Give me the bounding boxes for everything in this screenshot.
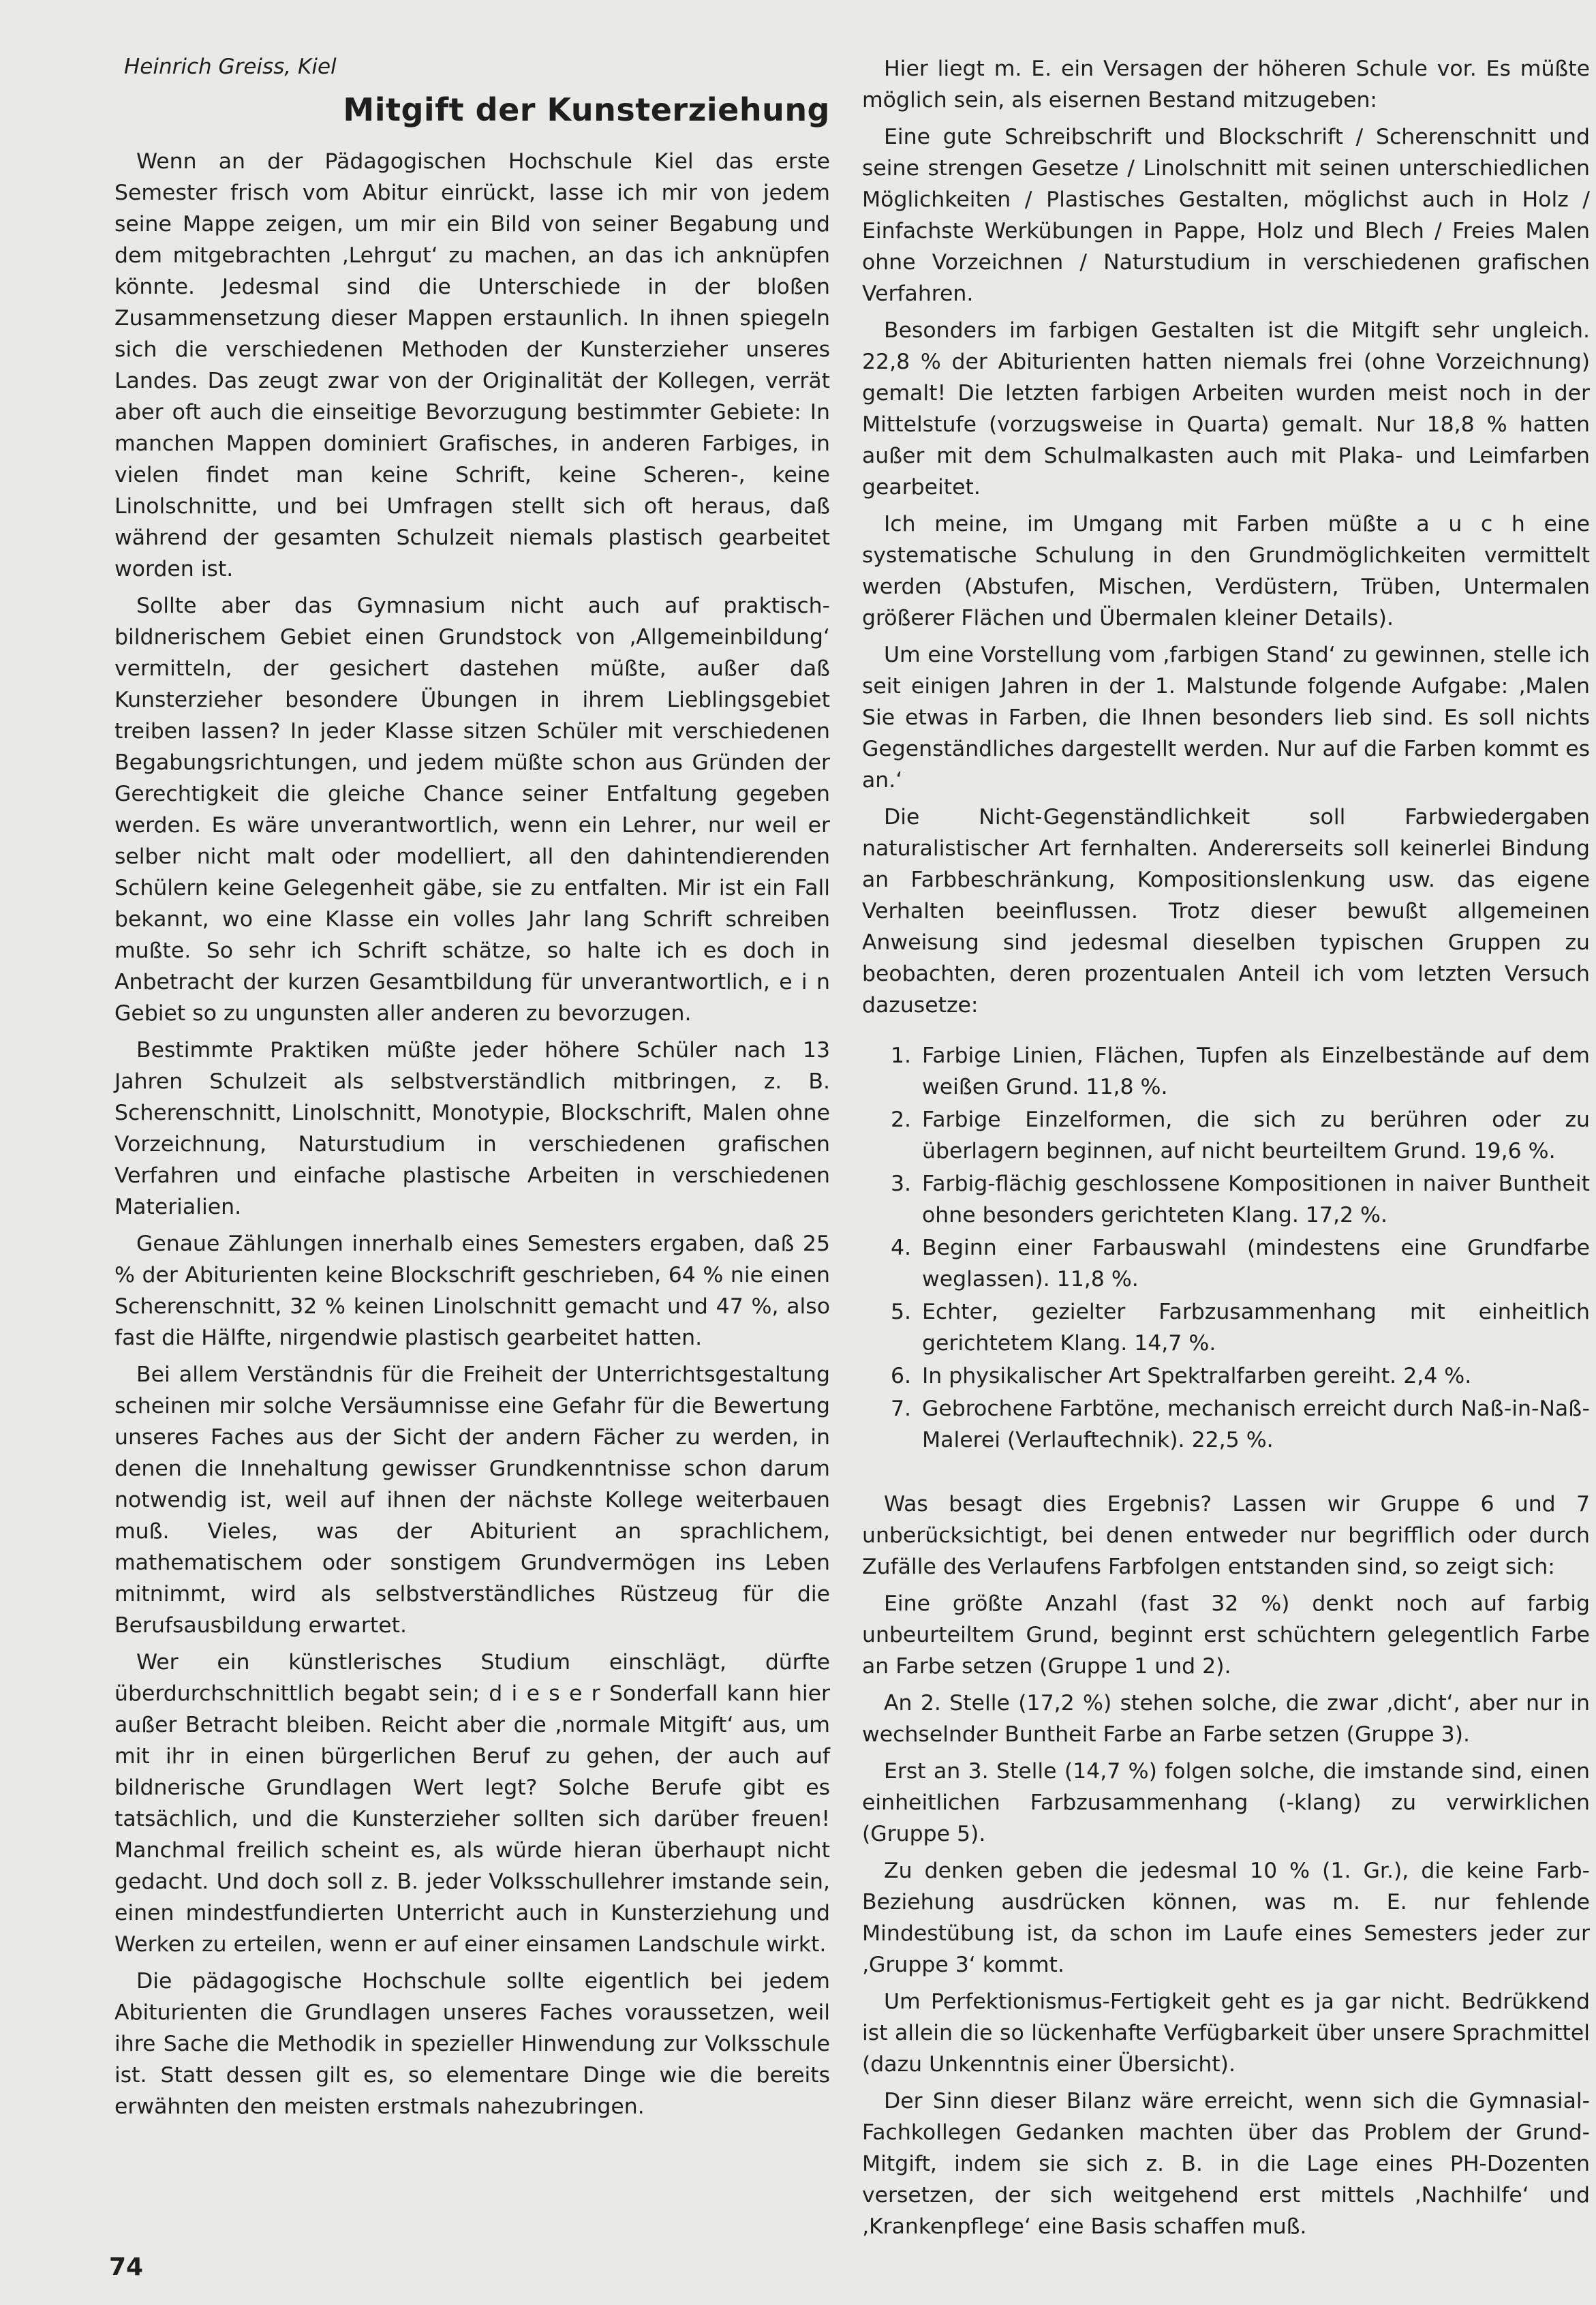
- paragraph: Besonders im farbigen Gestalten ist die Mitgift sehr ungleich. 22,8 % der Abiturienten hatten niemals frei (ohne Vorzeichnung) gemalt! Die letzten farbigen Arbeiten wurden meist noch in der Mittelstufe (vorzugsweise in Quarta) gemalt. Nur 18,8 % hatten außer mit dem Schulmalkasten auch mit Plaka- und Leimfarben gearbeitet.: [862, 318, 1590, 500]
- list-item-number: 4.: [891, 1236, 912, 1260]
- list-item: [862, 1168, 1590, 1231]
- paragraph: Was besagt dies Ergebnis? Lassen wir Gruppe 6 und 7 unberücksichtigt, bei denen entweder nur begrifflich oder durch Zufälle des Verlaufens Farbfolgen entstanden sind, so zeigt sich:: [862, 1492, 1590, 1579]
- list-item-number: 5.: [891, 1300, 912, 1324]
- list-item: [862, 1360, 1590, 1392]
- list-item: [862, 1040, 1590, 1103]
- group-list: [862, 1040, 1590, 1456]
- list-item-text: Echter, gezielter Farbzusammenhang mit einheitlich gerichtetem Klang. 14,7 %.: [922, 1300, 1590, 1356]
- paragraph: Um eine Vorstellung vom ‚farbigen Stand‘ zu gewinnen, stelle ich seit einigen Jahren in der 1. Malstunde folgende Aufgabe: ‚Malen Sie etwas in Farben, die Ihnen besonders lieb sind. Es soll nichts Gegenständliches dargestellt werden. Nur auf die Farben kommt es an.‘: [862, 643, 1590, 793]
- list-item: [862, 1104, 1590, 1167]
- paragraph: Bestimmte Praktiken müßte jeder höhere Schüler nach 13 Jahren Schulzeit als selbstverständlich mitbringen, z. B. Scherenschnitt, Linolschnitt, Monotypie, Blockschrift, Malen ohne Vorzeichnung, Naturstudium in verschiedenen grafischen Verfahren und einfache plastische Arbeiten in verschiedenen Materialien.: [114, 1038, 830, 1219]
- list-item: [862, 1296, 1590, 1359]
- paragraph: Bei allem Verständnis für die Freiheit der Unterrichtsgestaltung scheinen mir solche Versäumnisse eine Gefahr für die Bewertung unseres Faches aus der Sicht der andern Fächer zu werden, in denen die Innehaltung gewisser Grundkenntnisse schon darum notwendig ist, weil auf ihnen der nächste Kollege weiterbauen muß. Vieles, was der Abiturient an sprachlichem, mathematischem oder sonstigem Grundvermögen ins Leben mitnimmt, wird als selbstverständliches Rüstzeug für die Berufsausbildung erwartet.: [114, 1362, 830, 1638]
- paragraph: Der Sinn dieser Bilanz wäre erreicht, wenn sich die Gymnasial-Fachkollegen Gedanken machten über das Problem der Grund-Mitgift, indem sie sich z. B. in die Lage eines PH-Dozenten versetzen, der sich weitgehend erst mittels ‚Nachhilfe‘ und ‚Krankenpflege‘ eine Basis schaffen muß.: [862, 2089, 1590, 2239]
- list-item-number: 3.: [891, 1172, 912, 1196]
- author-line: Heinrich Greiss, Kiel: [124, 55, 337, 79]
- right-column: [862, 53, 1590, 2248]
- list-item-text: Gebrochene Farbtöne, mechanisch erreicht durch Naß-in-Naß-Malerei (Verlauftechnik). 22,5 %.: [922, 1396, 1590, 1452]
- paragraph: Zu denken geben die jedesmal 10 % (1. Gr.), die keine Farb-Beziehung ausdrücken können, was m. E. nur fehlende Mindestübung ist, da schon im Laufe eines Semesters jeder zur ‚Gruppe 3‘ kommt.: [862, 1859, 1590, 1977]
- paragraph: Ich meine, im Umgang mit Farben müßte a u c h eine systematische Schulung in den Grundmöglichkeiten vermittelt werden (Abstufen, Mischen, Verdüstern, Trüben, Untermalen größerer Flächen und Übermalen kleiner Details).: [862, 512, 1590, 630]
- list-item-number: 6.: [891, 1364, 912, 1388]
- list-item-number: 2.: [891, 1108, 912, 1132]
- paragraph: Wenn an der Pädagogischen Hochschule Kiel das erste Semester frisch vom Abitur einrückt, lasse ich mir von jedem seine Mappe zeigen, um mir ein Bild von seiner Begabung und dem mitgebrachten ‚Lehrgut‘ zu machen, an das ich anknüpfen könnte. Jedesmal sind die Unterschiede in der bloßen Zusammensetzung dieser Mappen erstaunlich. In ihnen spiegeln sich die verschiedenen Methoden der Kunsterzieher unseres Landes. Das zeugt zwar von der Originalität der Kollegen, verrät aber oft auch die einseitige Bevorzugung bestimmter Gebiete: In manchen Mappen dominiert Grafisches, in anderen Farbiges, in vielen findet man keine Schrift, keine Scheren-, keine Linolschnitte, und bei Umfragen stellt sich oft heraus, daß während der gesamten Schulzeit niemals plastisch gearbeitet worden ist.: [114, 149, 830, 581]
- paragraph: Die Nicht-Gegenständlichkeit soll Farbwiedergaben naturalistischer Art fernhalten. Andererseits soll keinerlei Bindung an Farbbeschränkung, Kompositionslenkung usw. das eigene Verhalten beeinflussen. Trotz dieser bewußt allgemeinen Anweisung sind jedesmal dieselben typischen Gruppen zu beobachten, deren prozentualen Anteil ich vom letzten Versuch dazusetze:: [862, 805, 1590, 1018]
- paragraph: Hier liegt m. E. ein Versagen der höheren Schule vor. Es müßte möglich sein, als eisernen Bestand mitzugeben:: [862, 57, 1590, 112]
- list-item-text: Farbige Linien, Flächen, Tupfen als Einzelbestände auf dem weißen Grund. 11,8 %.: [922, 1043, 1590, 1099]
- paragraph: Eine gute Schreibschrift und Blockschrift / Scherenschnitt und seine strengen Gesetze / Linolschnitt mit seinen unterschiedlichen Möglichkeiten / Plastisches Gestalten, möglichst auch in Holz / Einfachste Werkübungen in Pappe, Holz und Blech / Freies Malen ohne Vorzeichnen / Naturstudium in verschiedenen grafischen Verfahren.: [862, 125, 1590, 306]
- paragraph: Erst an 3. Stelle (14,7 %) folgen solche, die imstande sind, einen einheitlichen Farbzusammenhang (-klang) zu verwirklichen (Gruppe 5).: [862, 1759, 1590, 1846]
- list-item: [862, 1232, 1590, 1295]
- paragraph: An 2. Stelle (17,2 %) stehen solche, die zwar ‚dicht‘, aber nur in wechselnder Buntheit Farbe an Farbe setzen (Gruppe 3).: [862, 1691, 1590, 1747]
- paragraph: Eine größte Anzahl (fast 32 %) denkt noch auf farbig unbeurteiltem Grund, beginnt erst schüchtern gelegentlich Farbe an Farbe setzen (Gruppe 1 und 2).: [862, 1591, 1590, 1679]
- paragraph: Wer ein künstlerisches Studium einschlägt, dürfte überdurchschnittlich begabt sein; d i e s e r Sonderfall kann hier außer Betracht bleiben. Reicht aber die ‚normale Mitgift‘ aus, um mit ihr in einen bürgerlichen Beruf zu gehen, der auch auf bildnerische Grundlagen Wert legt? Solche Berufe gibt es tatsächlich, und die Kunsterzieher sollten sich darüber freuen! Manchmal freilich scheint es, als würde hieran überhaupt nicht gedacht. Und doch soll z. B. jeder Volksschullehrer imstande sein, einen mindestfundierten Unterricht auch in Kunsterziehung und Werken zu erteilen, wenn er auf einer einsamen Landschule wirkt.: [114, 1650, 830, 1957]
- page-number: 74: [109, 2253, 144, 2281]
- article-title: Mitgift der Kunsterziehung: [343, 91, 830, 128]
- paragraph: Genaue Zählungen innerhalb eines Semesters ergaben, daß 25 % der Abiturienten keine Blockschrift geschrieben, 64 % nie einen Scherenschnitt, 32 % keinen Linolschnitt gemacht und 47 %, also fast die Hälfte, nirgendwie plastisch gearbeitet hatten.: [114, 1232, 830, 1350]
- list-item-number: 7.: [891, 1396, 912, 1421]
- list-item-text: Farbige Einzelformen, die sich zu berühren oder zu überlagern beginnen, auf nicht beurteiltem Grund. 19,6 %.: [922, 1108, 1590, 1163]
- list-item-text: Farbig-flächig geschlossene Kompositionen in naiver Buntheit ohne besonders gerichteten Klang. 17,2 %.: [922, 1172, 1590, 1227]
- left-column: [114, 53, 830, 2128]
- paragraph: Sollte aber das Gymnasium nicht auch auf praktisch-bildnerischem Gebiet einen Grundstock von ‚Allgemeinbildung‘ vermitteln, der gesichert dastehen müßte, außer daß Kunsterzieher besondere Übungen in ihrem Lieblingsgebiet treiben lassen? In jeder Klasse sitzen Schüler mit verschiedenen Begabungsrichtungen, und jedem müßte schon aus Gründen der Gerechtigkeit die gleiche Chance seiner Entfaltung gegeben werden. Es wäre unverantwortlich, wenn ein Lehrer, nur weil er selber nicht malt oder modelliert, all den dahintendierenden Schülern keine Gelegenheit gäbe, sie zu entfalten. Mir ist ein Fall bekannt, wo eine Klasse ein volles Jahr lang Schrift schreiben mußte. So sehr ich Schrift schätze, so halte ich es doch in Anbetracht der kurzen Gesamtbildung für unverantwortlich, e i n Gebiet so zu ungunsten aller anderen zu bevorzugen.: [114, 594, 830, 1026]
- list-item: [862, 1393, 1590, 1456]
- list-item-text: Beginn einer Farbauswahl (mindestens eine Grundfarbe weglassen). 11,8 %.: [922, 1236, 1590, 1292]
- list-item-text: In physikalischer Art Spektralfarben gereiht. 2,4 %.: [922, 1364, 1472, 1388]
- paragraph: Die pädagogische Hochschule sollte eigentlich bei jedem Abiturienten die Grundlagen unseres Faches voraussetzen, weil ihre Sache die Methodik in spezieller Hinwendung zur Volksschule ist. Statt dessen gilt es, so elementare Dinge wie die bereits erwähnten den meisten erstmals nahezubringen.: [114, 1969, 830, 2119]
- list-item-number: 1.: [891, 1043, 912, 1068]
- paragraph: Um Perfektionismus-Fertigkeit geht es ja gar nicht. Bedrükkend ist allein die so lückenhafte Verfügbarkeit über unsere Sprachmittel (dazu Unkenntnis einer Übersicht).: [862, 1989, 1590, 2077]
